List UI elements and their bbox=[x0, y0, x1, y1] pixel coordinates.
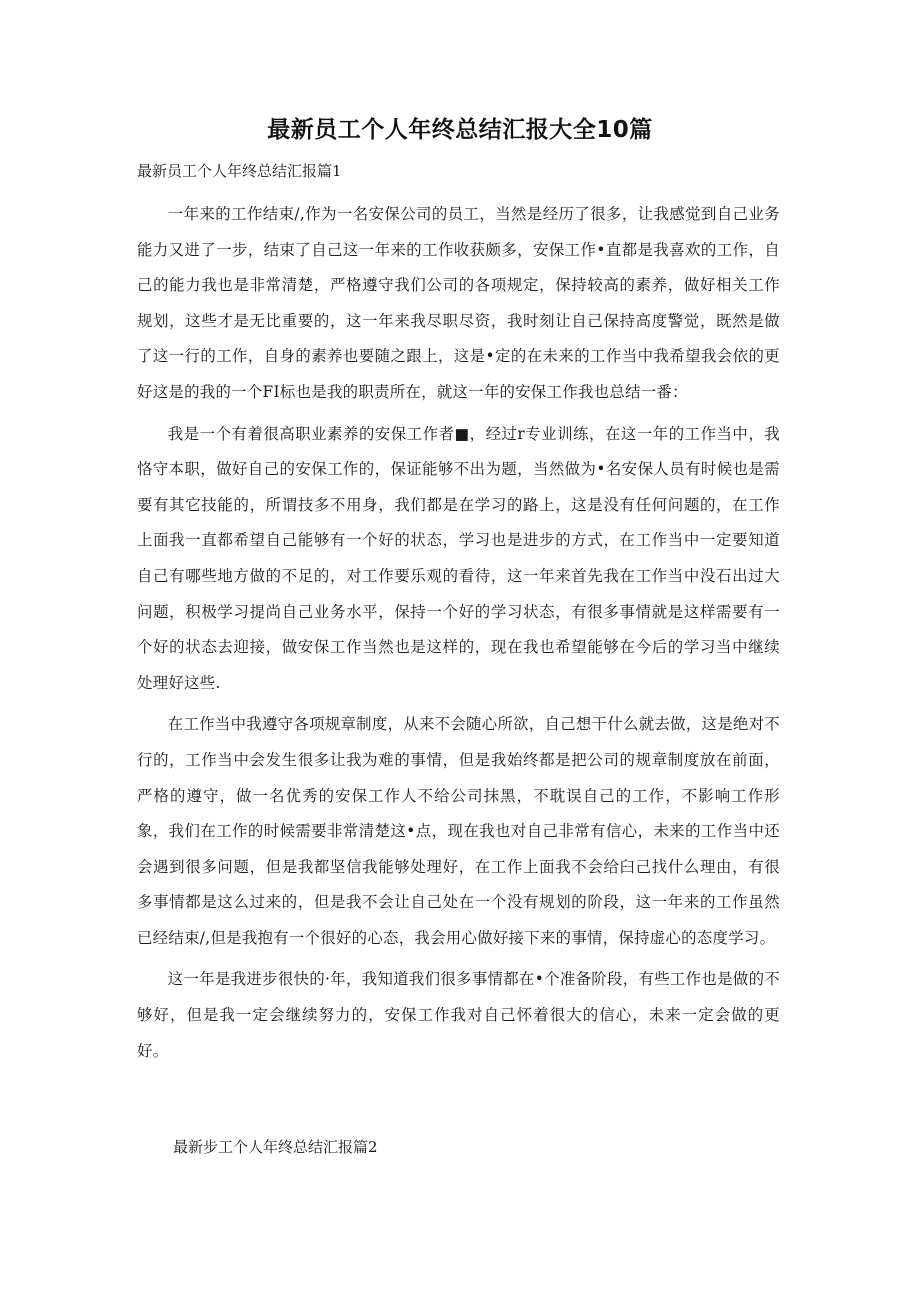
paragraph-1: 一年来的工作结束/,作为一名安保公司的员工，当然是经历了很多，让我感觉到自己业务能力又进了一步，结束了自己这一年来的工作收获颇多，安保工作•直都是我喜欢的工作，自己的能力我也是非常清楚，严格遵守我们公司的各项规定，保持较高的素养，做好相关工作规划，这些才是无比重要的，这一年来我尽职尽资，我时刻让自己保持高度警觉，既然是做了这一行的工作，自身的素养也要随之跟上，这是•定的在未来的工作当中我希望我会依的更好这是的我的一个FI标也是我的职责所在，就这一年的安保工作我也总结一番： bbox=[137, 205, 780, 401]
paragraph-2: 我是一个有着很高职业素养的安保工作者■，经过r专业训练，在这一年的工作当中，我恪守本职，做好自己的安保工作的，保证能够不出为题，当然做为•名安保人员有时候也是需要有其它技能的，所谓技多不用身，我们都是在学习的路上，这是没有任何问题的，在工作上面我一直都希望自己能够有一个好的状态，学习也是进步的方式，在工作当中一定要知道自己有哪些地方做的不足的，对工作要乐观的看待，这一年来首先我在工作当中没石出过大问题，积极学习提尚自己业务水平，保持一个好的学习状态，有很多事情就是这样需要有一个好的状态去迎接，做安保工作当然也是这样的，现在我也希望能够在今后的学习当中继续处理好这些. bbox=[137, 424, 780, 692]
section-heading-2: 最新步工个人年终总结汇报篇2 bbox=[173, 1138, 378, 1156]
paragraph-4: 这一年是我进步很快的·年，我知道我们很多事情都在•个准备阶段，有些工作也是做的不够好，但是我一定会继续努力的，安保工作我对自己怀着很大的信心，未来一定会做的更好。 bbox=[137, 970, 780, 1060]
document-title: 最新员工个人年终总结汇报大全10篇 bbox=[267, 117, 653, 143]
body-text bbox=[137, 197, 780, 1075]
section-heading-1: 最新员工个人年终总结汇报篇1 bbox=[137, 162, 342, 180]
paragraph-3: 在工作当中我遵守各项规章制度，从来不会随心所欲，自己想干什么就去做，这是绝对不行的，工作当中会发生很多让我为难的事情，但是我始终都是把公司的规章制度放在前面，严格的遵守，做一名优秀的安保工作人不给公司抹黑，不耽误自己的工作，不影响工作形象，我们在工作的时候需要非常清楚这•点，现在我也对自己非常有信心，未来的工作当中还会遇到很多问题，但是我都坚信我能够处理好，在工作上面我不会给臼己找什么理由，有很多事情都是这么过来的，但是我不会让自己处在一个没有规划的阶段，这一年来的工作虽然已经结束/,但是我抱有一个很好的心态，我会用心做好接下来的事情，保持虚心的态度学习。 bbox=[137, 715, 780, 947]
